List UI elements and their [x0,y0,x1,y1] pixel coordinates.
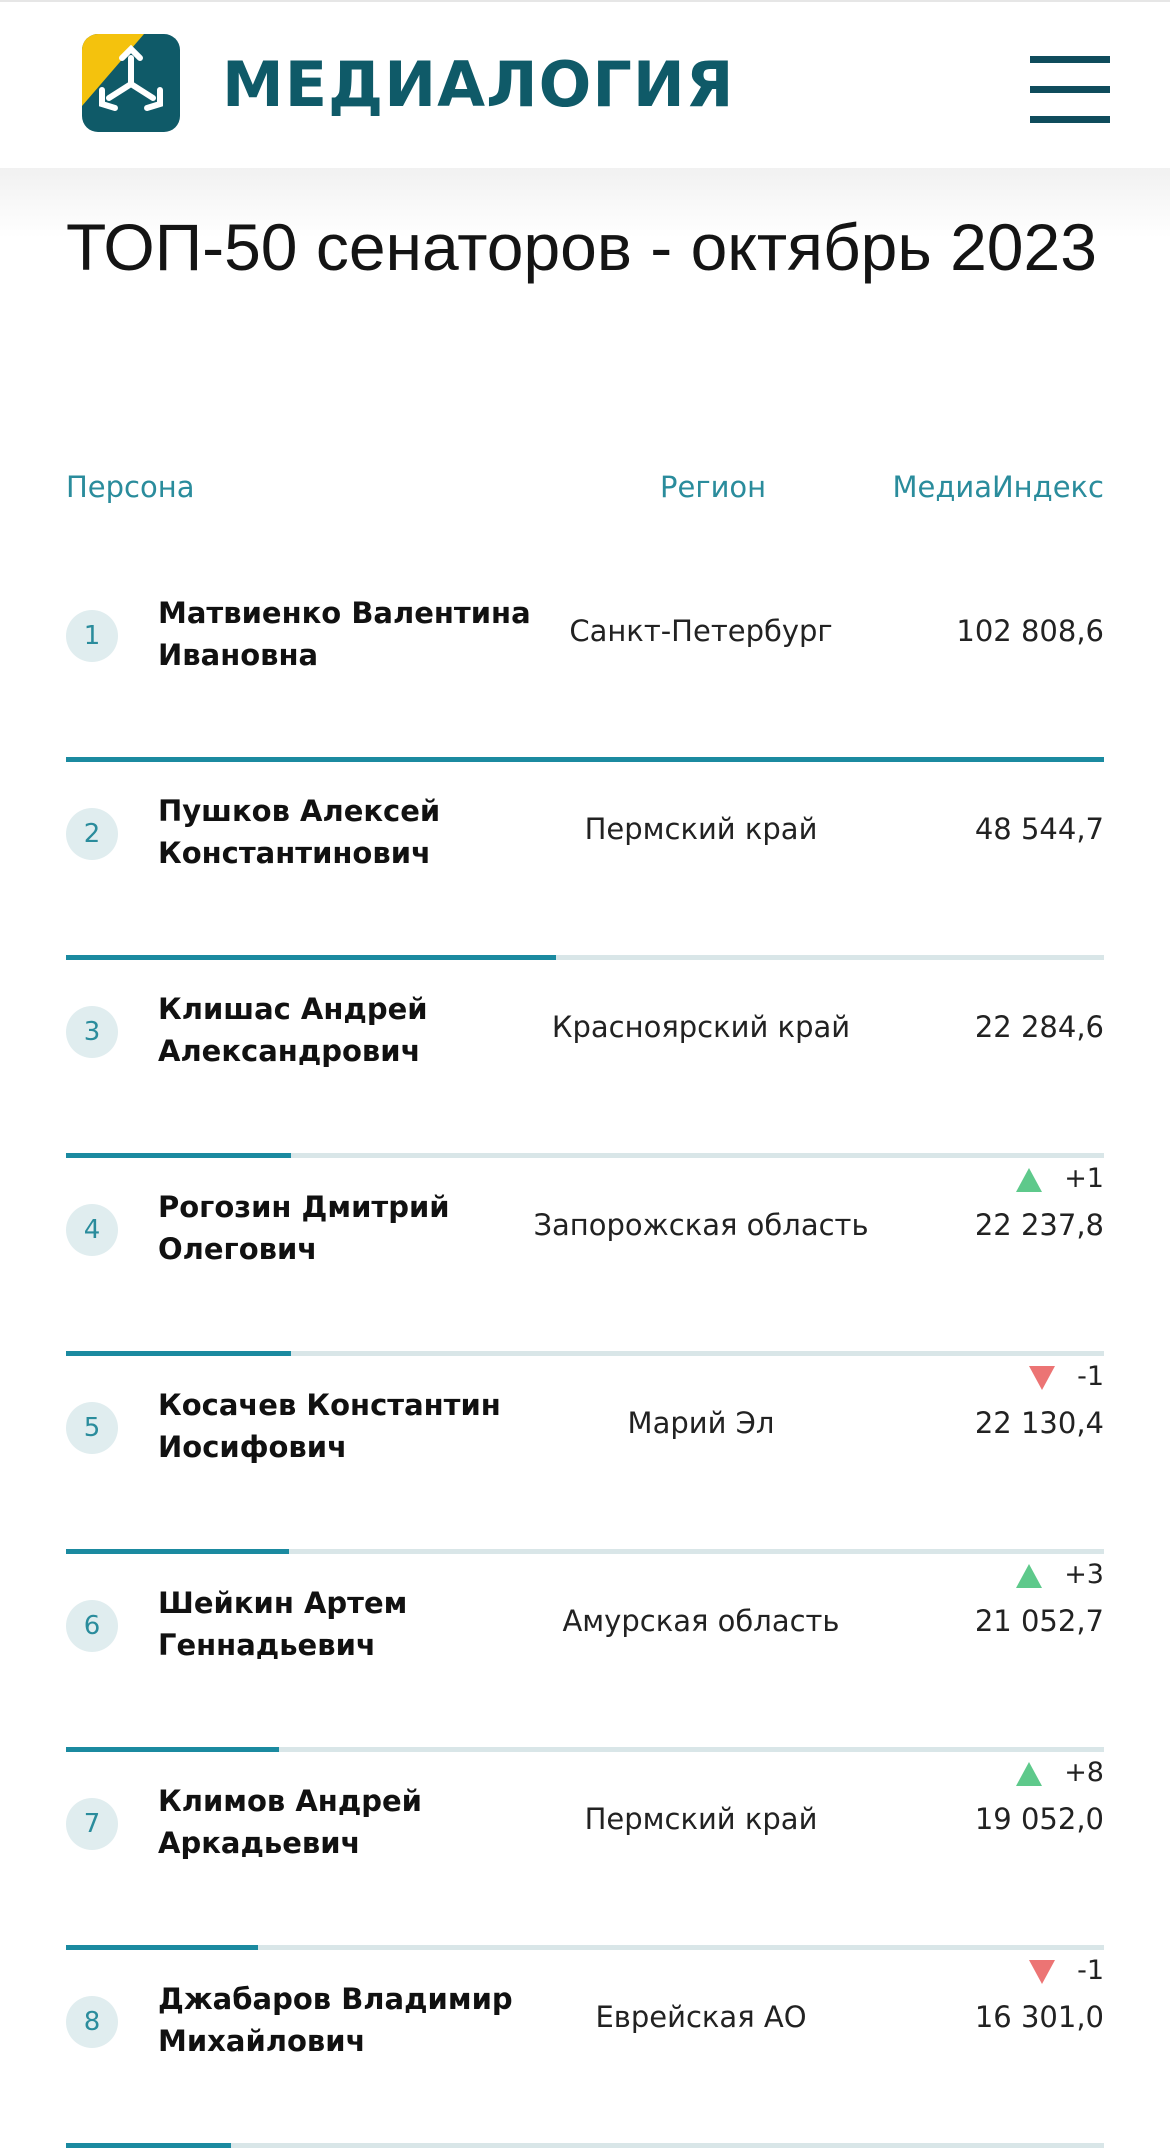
senator-region: Красноярский край [551,1010,851,1044]
media-index-value: 22 237,8 [974,1208,1104,1242]
arrow-up-icon [1016,1762,1042,1786]
media-index-value: 22 284,6 [974,1010,1104,1044]
rank-change-value: -1 [1077,1361,1104,1392]
senator-name[interactable]: Матвиенко Валентина Ивановна [158,596,531,672]
rank-change-value: +1 [1064,1163,1104,1194]
ranking-row[interactable] [66,960,1104,1158]
menu-line [1030,116,1110,123]
arrow-down-icon [1029,1960,1055,1984]
ranking-row[interactable] [66,1752,1104,1950]
senator-region: Пермский край [584,812,818,846]
arrow-up-icon [1016,1564,1042,1588]
menu-line [1030,86,1110,93]
senator-region: Запорожская область [533,1208,869,1242]
senator-region: Пермский край [584,1802,818,1836]
senator-name[interactable]: Пушков Алексей Константинович [158,794,441,870]
rank-change [1016,1757,1104,1788]
ranking-row[interactable] [66,1356,1104,1554]
ranking-row[interactable] [66,1554,1104,1752]
ranking-row[interactable] [66,1950,1104,2148]
rank-change [1016,1559,1104,1590]
column-header-media-index[interactable]: МедиаИндекс [892,470,1104,504]
rank-change-value: +3 [1064,1559,1104,1590]
senator-region: Еврейская АО [595,2000,807,2034]
arrow-up-icon [1016,1168,1042,1192]
senator-name[interactable]: Джабаров Владимир Михайлович [158,1982,513,2058]
senator-region: Амурская область [562,1604,840,1638]
ranking-row[interactable] [66,564,1104,762]
rank-badge: 6 [66,1600,118,1652]
rank-badge: 1 [66,610,118,662]
column-header-region[interactable]: Регион [660,470,767,504]
senator-region: Санкт-Петербург [569,614,833,648]
rank-badge: 2 [66,808,118,860]
menu-line [1030,56,1110,63]
media-index-bar [66,2143,1104,2148]
main-content [0,168,1170,2143]
media-index-value: 102 808,6 [956,614,1104,648]
arrow-down-icon [1029,1366,1055,1390]
rank-change-value: +8 [1064,1757,1104,1788]
rank-change-value: -1 [1077,1955,1104,1986]
media-index-value: 22 130,4 [974,1406,1104,1440]
rank-change [1029,1955,1104,1986]
column-header-person[interactable]: Персона [66,470,195,504]
rank-change [1029,1361,1104,1392]
brand-name[interactable]: МЕДИАЛОГИЯ [222,48,735,121]
rank-change [1016,1163,1104,1194]
senator-region: Марий Эл [627,1406,775,1440]
senator-name[interactable]: Рогозин Дмитрий Олегович [158,1190,450,1266]
rank-badge: 5 [66,1402,118,1454]
page-title: ТОП-50 сенаторов - октябрь 2023 [66,210,1097,284]
ranking-row[interactable] [66,1158,1104,1356]
ranking-row[interactable] [66,762,1104,960]
media-index-value: 16 301,0 [974,2000,1104,2034]
rank-badge: 3 [66,1006,118,1058]
rank-badge: 8 [66,1996,118,2048]
site-header [0,0,1170,168]
media-index-value: 48 544,7 [974,812,1104,846]
rank-badge: 4 [66,1204,118,1256]
media-index-value: 19 052,0 [974,1802,1104,1836]
senator-name[interactable]: Клишас Андрей Александрович [158,992,428,1068]
rank-badge: 7 [66,1798,118,1850]
hamburger-menu-icon[interactable] [1030,56,1110,126]
senator-name[interactable]: Косачев Константин Иосифович [158,1388,501,1464]
media-index-value: 21 052,7 [974,1604,1104,1638]
logo-mark [82,34,180,132]
senator-name[interactable]: Климов Андрей Аркадьевич [158,1784,422,1860]
medialogia-logo-icon[interactable] [82,34,180,132]
senator-name[interactable]: Шейкин Артем Геннадьевич [158,1586,408,1662]
media-index-bar-fill [66,2143,231,2148]
